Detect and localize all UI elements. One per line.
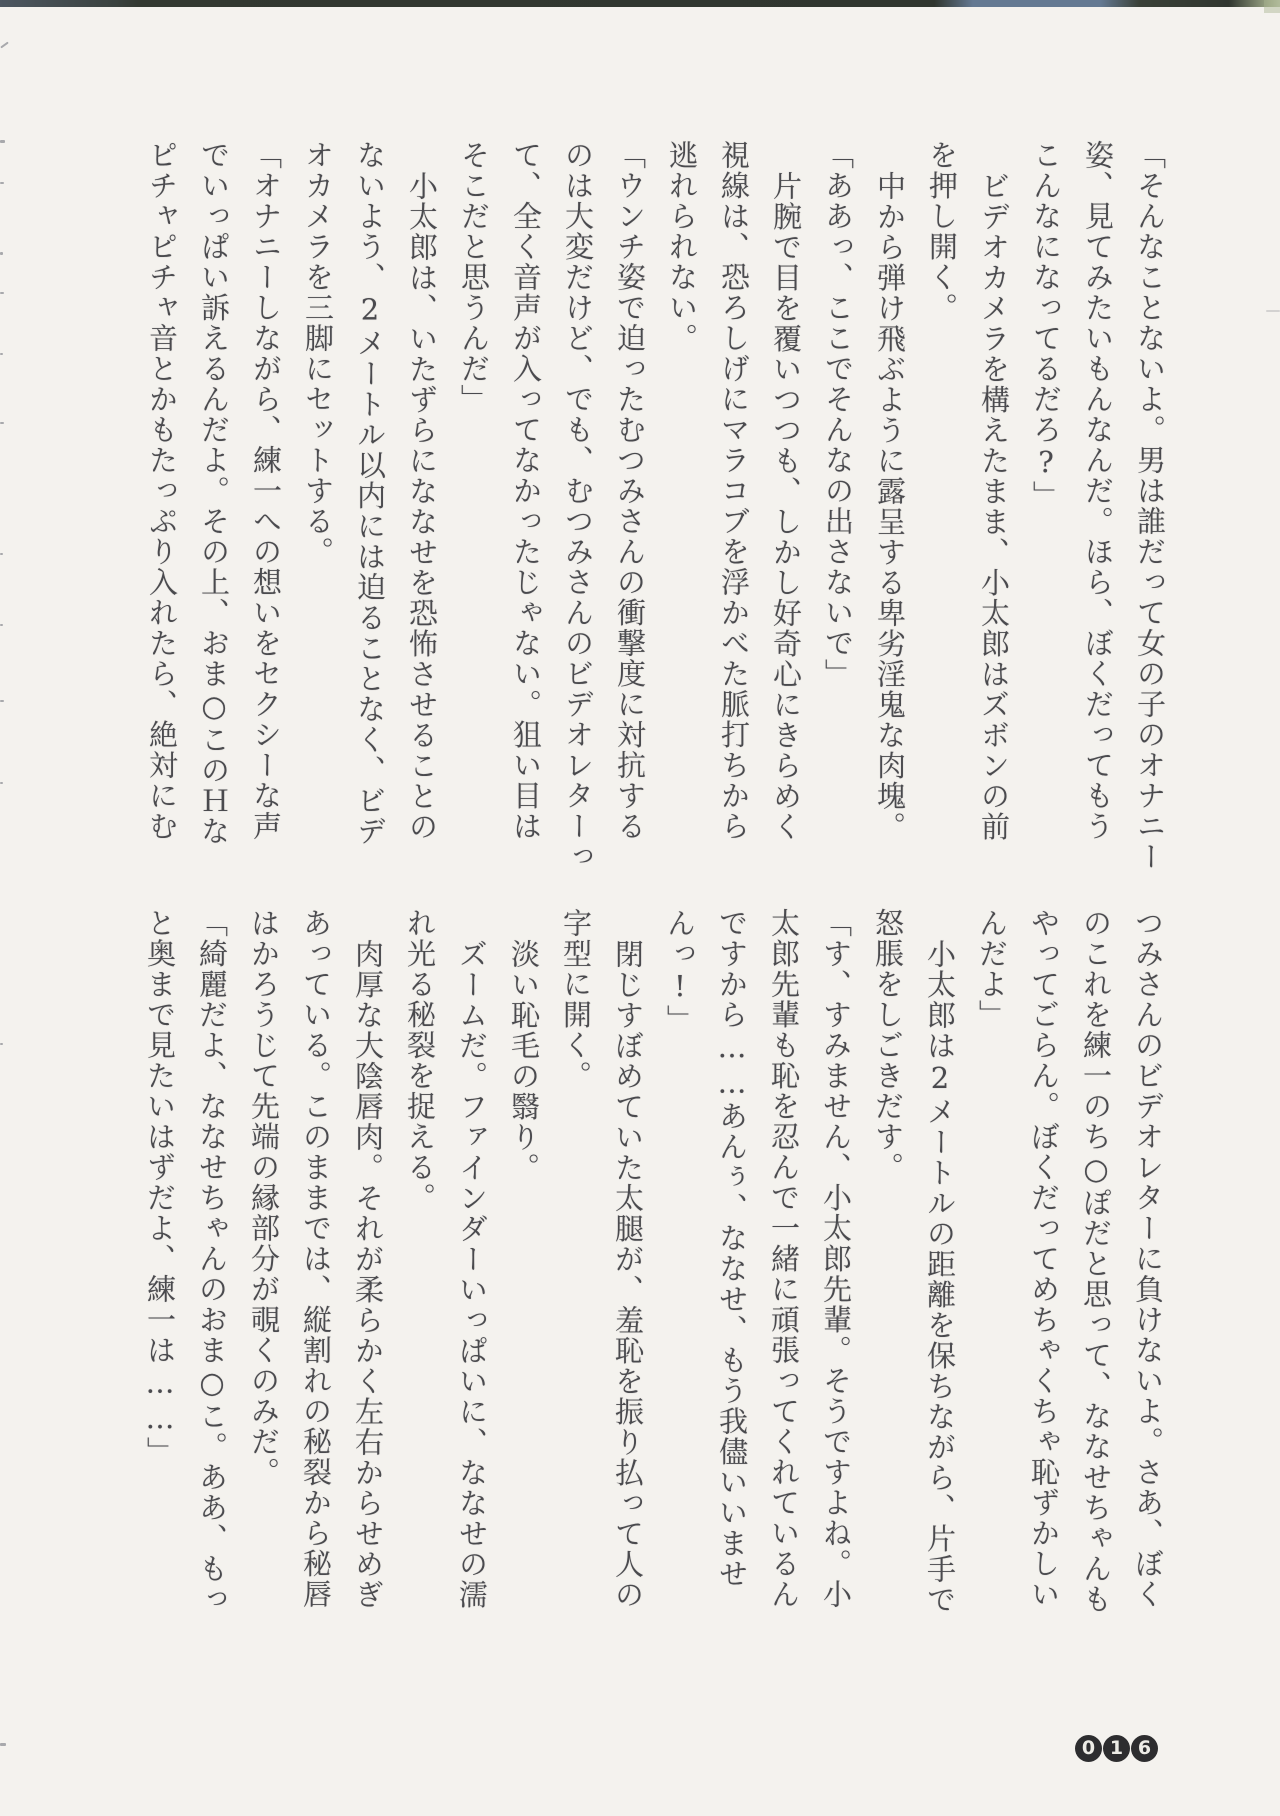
text-column: 逃れられない。 xyxy=(665,140,699,354)
text-column: のは大変だけど、でも、むつみさんのビデオレターっ xyxy=(561,140,595,872)
text-column: 字型に開く。 xyxy=(559,908,593,1091)
scan-edge-mark xyxy=(0,624,3,626)
text-column: 淡い恥毛の翳り。 xyxy=(507,939,541,1183)
scan-edge-mark xyxy=(0,182,4,184)
text-column: 「綺麗だよ、ななせちゃんのおま○こ。ああ、もっ xyxy=(195,908,229,1615)
text-column: れ光る秘裂を捉える。 xyxy=(403,908,437,1213)
text-column: やってごらん。ぼくだってめちゃくちゃ恥ずかしい xyxy=(1027,908,1061,1610)
text-block-top xyxy=(136,140,1176,882)
scan-edge-mark xyxy=(0,700,4,702)
scan-edge-mark xyxy=(1266,310,1280,312)
text-column: んだよ」 xyxy=(975,908,1009,1030)
text-column: 「ああっ、ここでそんなの出さないで」 xyxy=(821,140,855,689)
text-column: と奥まで見たいはずだよ、練一は……」 xyxy=(143,908,177,1467)
text-column: ビデオカメラを構えたまま、小太郎はズボンの前 xyxy=(977,171,1011,842)
scan-edge-mark xyxy=(0,252,3,255)
scan-edge-top-bar xyxy=(0,0,1280,7)
page-number-digit: 1 xyxy=(1109,1737,1124,1759)
scan-edge-mark xyxy=(0,42,9,49)
scan-corner-artifact xyxy=(1264,0,1280,13)
text-column: ないよう、2メートル以内には迫ることなく、ビデ xyxy=(353,140,387,847)
page-number-digit-circle xyxy=(1075,1735,1102,1762)
text-column: 肉厚な大陰唇肉。それが柔らかく左右からせめぎ xyxy=(351,939,385,1610)
scan-edge-mark xyxy=(0,140,5,143)
text-column: のこれを練一のち○ぽだと思って、ななせちゃんも xyxy=(1079,908,1113,1615)
scan-edge-mark xyxy=(0,1043,3,1045)
scan-edge-mark xyxy=(0,553,3,555)
page-number-digit-circle xyxy=(1131,1735,1158,1762)
text-column: はかろうじて先端の縁部分が覗くのみだ。 xyxy=(247,908,281,1488)
text-column: 閉じすぼめていた太腿が、羞恥を振り払って人の xyxy=(611,939,645,1610)
text-column: 小太郎は、いたずらにななせを恐怖させることの xyxy=(405,171,439,842)
text-column: こんなになってるだろ?」 xyxy=(1029,140,1063,511)
text-column: 太郎先輩も恥を忍んで一緒に頑張ってくれているん xyxy=(767,908,801,1610)
text-column: 小太郎は2メートルの距離を保ちながら、片手で xyxy=(923,939,957,1615)
page-number-digit: 0 xyxy=(1081,1737,1096,1759)
text-column: 「オナニーしながら、練一への想いをセクシーな声 xyxy=(249,140,283,842)
text-column: あっている。このままでは、縦割れの秘裂から秘唇 xyxy=(299,908,333,1610)
text-column: オカメラを三脚にセットする。 xyxy=(301,140,335,567)
text-column: 「そんなことないよ。男は誰だって女の子のオナニー xyxy=(1133,140,1167,872)
scan-edge-mark xyxy=(0,422,4,424)
text-column: 視線は、恐ろしげにマラコブを浮かべた脈打ちから xyxy=(717,140,751,842)
text-column: ピチャピチャ音とかもたっぷり入れたら、絶対にむ xyxy=(145,140,179,842)
text-column: んっ!」 xyxy=(663,908,697,1035)
text-column: 中から弾け飛ぶように露呈する卑劣淫鬼な肉塊。 xyxy=(873,171,907,842)
text-column: ですから……あんぅ、ななせ、もう我儘いいませ xyxy=(715,908,749,1589)
text-column: 「ウンチ姿で迫ったむつみさんの衝撃度に対抗する xyxy=(613,140,647,842)
page-number-digit-circle xyxy=(1103,1735,1130,1762)
scan-edge-mark xyxy=(0,353,3,355)
page-number xyxy=(1075,1735,1158,1762)
scan-edge-mark xyxy=(0,292,4,294)
text-column: でいっぱい訴えるんだよ。その上、おま○このＨな xyxy=(197,140,231,847)
text-block-bottom xyxy=(134,908,1174,1650)
text-column: て、全く音声が入ってなかったじゃない。狙い目は xyxy=(509,140,543,842)
text-column: 怒脹をしごきだす。 xyxy=(871,908,905,1183)
text-column: そこだと思うんだ」 xyxy=(457,140,491,415)
text-column: ズームだ。ファインダーいっぱいに、ななせの濡 xyxy=(455,939,489,1610)
page-number-digit: 6 xyxy=(1137,1737,1152,1759)
text-column: 姿、見てみたいもんなんだ。ほら、ぼくだってもう xyxy=(1081,140,1115,842)
scan-edge-mark xyxy=(0,1743,6,1746)
text-column: を押し開く。 xyxy=(925,140,959,323)
text-column: 片腕で目を覆いつつも、しかし好奇心にきらめく xyxy=(769,171,803,842)
scan-edge-mark xyxy=(0,782,3,784)
text-column: つみさんのビデオレターに負けないよ。さあ、ぼく xyxy=(1131,908,1165,1610)
text-column: 「す、すみません、小太郎先輩。そうですよね。小 xyxy=(819,908,853,1610)
